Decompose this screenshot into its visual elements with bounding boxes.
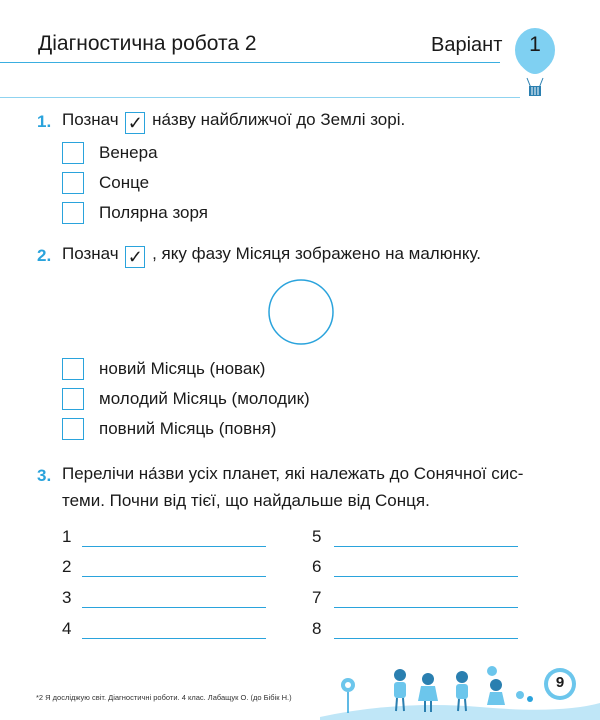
- q2-option-checkbox-2[interactable]: [62, 388, 84, 410]
- q1-option-label-3: Полярна зоря: [99, 203, 208, 222]
- q3-text: [62, 460, 562, 514]
- q2-number: 2.: [37, 246, 52, 265]
- q1-option-label-2: Сонце: [99, 173, 150, 192]
- answer-line-1[interactable]: [82, 546, 266, 547]
- q1-number: 1.: [37, 112, 52, 131]
- q1-option-checkbox-1[interactable]: [62, 142, 84, 164]
- page-number: 9: [555, 674, 565, 691]
- footer-note: *2 Я досліджую світ. Діагностичні роботи. 4 клас. Лабащук О. (до Бібік Н.): [36, 693, 292, 702]
- answer-line-8[interactable]: [334, 638, 518, 639]
- q3-text-line-1: Перелічи на́зви усіх планет, які належать до Сонячної сис-: [62, 464, 524, 483]
- q2-option-label-3: повний Місяць (повня): [99, 419, 277, 438]
- answer-line-5[interactable]: [334, 546, 518, 547]
- variant-label: Варіант: [431, 34, 503, 56]
- q1-text-after: на́зву найближчої до Землі зорі.: [152, 110, 406, 129]
- q2-option-checkbox-1[interactable]: [62, 358, 84, 380]
- slot-number: 8: [312, 619, 322, 638]
- q1-option-checkbox-3[interactable]: [62, 202, 84, 224]
- answer-line-2[interactable]: [82, 576, 266, 577]
- slot-number: 2: [62, 557, 72, 576]
- q2-text: [62, 240, 481, 268]
- checkmark-icon: ✓: [125, 112, 145, 134]
- q1-text-before: Познач: [62, 110, 119, 129]
- page-title: Діагностична робота 2: [38, 32, 257, 55]
- q1-option-checkbox-2[interactable]: [62, 172, 84, 194]
- slot-number: 4: [62, 619, 72, 638]
- slot-number: 3: [62, 588, 72, 607]
- q2-option-label-2: молодий Місяць (молодик): [99, 389, 310, 408]
- answer-line-6[interactable]: [334, 576, 518, 577]
- answer-line-7[interactable]: [334, 607, 518, 608]
- checkmark-icon: ✓: [125, 246, 145, 268]
- answer-line-3[interactable]: [82, 607, 266, 608]
- q2-text-before: Познач: [62, 244, 119, 263]
- slot-number: 7: [312, 588, 322, 607]
- q1-text: [62, 106, 405, 134]
- slot-number: 5: [312, 527, 322, 546]
- q2-option-checkbox-3[interactable]: [62, 418, 84, 440]
- q3-number: 3.: [37, 466, 52, 485]
- moon-phase-image: [266, 278, 336, 348]
- q1-option-label-1: Венера: [99, 143, 158, 162]
- slot-number: 6: [312, 557, 322, 576]
- q2-text-after: , яку фазу Місяця зображено на малюнку.: [152, 244, 481, 263]
- header-rule-bottom: [0, 97, 520, 98]
- variant-number: 1: [529, 33, 541, 56]
- answer-line-4[interactable]: [82, 638, 266, 639]
- header-rule-top: [0, 62, 500, 63]
- q3-text-line-2: теми. Почни від тієї, що найдальше від Сонця.: [62, 491, 430, 510]
- slot-number: 1: [62, 527, 72, 546]
- q2-option-label-1: новий Місяць (новак): [99, 359, 266, 378]
